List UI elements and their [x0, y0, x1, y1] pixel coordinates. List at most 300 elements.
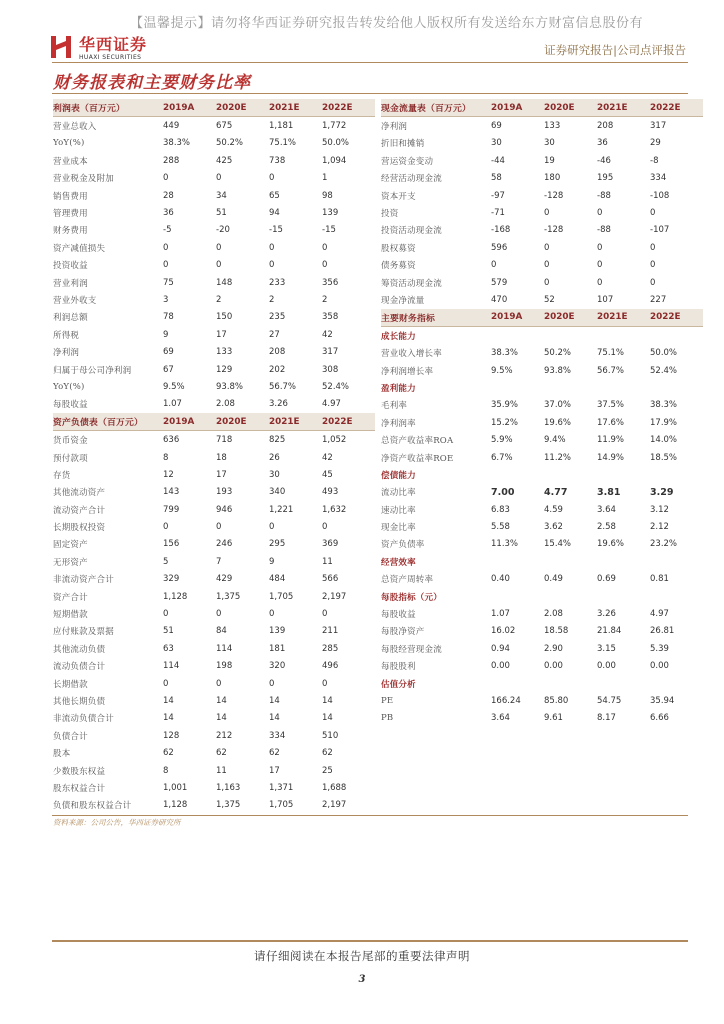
table-row [53, 239, 375, 256]
row-label: 所得税 [53, 330, 80, 341]
cell-value: 50.2% [216, 138, 244, 149]
row-label: 营业外收支 [53, 295, 97, 306]
cell-value: 67 [163, 364, 174, 375]
cell-value: 3.62 [544, 522, 563, 533]
cell-value: 139 [322, 208, 339, 219]
cell-value: 29 [650, 138, 661, 149]
cell-value: 93.8% [544, 365, 572, 376]
row-label: 少数股东权益 [53, 766, 106, 777]
cell-value: 1.07 [163, 399, 182, 410]
cell-value: 2020E [544, 99, 597, 117]
row-label: 毛利率 [381, 401, 408, 412]
cell-value: 69 [491, 121, 502, 132]
cell-value: 5.39 [650, 643, 669, 654]
cell-value: 425 [216, 155, 233, 166]
row-label: 每股经营现金流 [381, 644, 442, 655]
cell-value: 3.81 [597, 486, 621, 498]
cell-value: 825 [269, 435, 286, 446]
cell-value: 14 [269, 713, 280, 724]
cell-value: 15.2% [491, 417, 519, 428]
cell-value: 0 [322, 260, 328, 271]
cell-value: -88 [597, 190, 611, 201]
table-row [53, 675, 375, 692]
cell-value: 0 [650, 277, 656, 288]
cell-value: 3.64 [491, 713, 510, 724]
cell-value: -5 [163, 225, 172, 236]
cell-value: 5.9% [491, 435, 513, 446]
cell-value: 2021E [269, 99, 322, 117]
cell-value [650, 553, 703, 570]
table-row [381, 623, 703, 640]
cell-value: 2 [322, 294, 328, 305]
warning-banner: 【温馨提示】请勿将华西证券研究报告转发给他人版权所有发送给东方财富信息股份有 [130, 16, 644, 31]
table-row [53, 640, 375, 657]
cell-value: 98 [322, 190, 333, 201]
cell-value: 246 [216, 539, 233, 550]
table-row [53, 378, 375, 395]
cell-value: 0 [650, 242, 656, 253]
cell-value: 30 [269, 469, 280, 480]
cell-value: 11.3% [491, 539, 519, 550]
cell-value: 11 [216, 765, 227, 776]
table-section-row [381, 675, 703, 692]
cell-value: 208 [597, 121, 614, 132]
cell-value: 2019A [163, 413, 216, 431]
cell-value: 3.29 [650, 486, 674, 498]
cell-value: 50.2% [544, 348, 572, 359]
cell-value: 128 [163, 730, 180, 741]
cell-value: 36 [163, 208, 174, 219]
cell-value [650, 327, 703, 345]
cell-value: 0.94 [491, 643, 510, 654]
cell-value: 1,772 [322, 121, 347, 132]
table-row [381, 449, 703, 466]
cell-value: 11 [322, 556, 333, 567]
cell-value: 0.81 [650, 574, 669, 585]
cell-value [544, 588, 597, 605]
row-label: 现金流量表（百万元） [381, 99, 491, 117]
cell-value [544, 379, 597, 396]
row-label: 股权募资 [381, 243, 416, 254]
cell-value: 0.00 [544, 661, 563, 672]
cell-value: 54.75 [597, 695, 622, 706]
table-header-row [381, 99, 703, 117]
cell-value: 3 [163, 294, 169, 305]
table-row [381, 640, 703, 657]
cell-value: 0 [269, 173, 275, 184]
cell-value: 2,197 [322, 800, 347, 811]
table-row [381, 536, 703, 553]
row-label: 净利润 [381, 122, 408, 133]
cell-value: 1,632 [322, 504, 347, 515]
cell-value: 0 [544, 260, 550, 271]
table-section-row [381, 379, 703, 396]
table-row [53, 762, 375, 779]
table-row [53, 536, 375, 553]
cell-value: 62 [269, 748, 280, 759]
cell-value: 8 [163, 765, 169, 776]
cell-value: 62 [163, 748, 174, 759]
table-row [381, 187, 703, 204]
cell-value [491, 466, 544, 483]
cell-value: 6.7% [491, 452, 513, 463]
cell-value: 56.7% [269, 381, 297, 392]
row-label: 应付账款及票据 [53, 627, 114, 638]
cell-value: 2020E [216, 413, 269, 431]
cell-value: 1,163 [216, 782, 241, 793]
cell-value: 308 [322, 364, 339, 375]
cell-value [491, 379, 544, 396]
row-label: 盈利能力 [381, 383, 416, 394]
cell-value: 58 [491, 173, 502, 184]
cell-value: 429 [216, 574, 233, 585]
row-label: 净利润增长率 [381, 366, 434, 377]
table-row [53, 710, 375, 727]
cell-value: 0 [544, 277, 550, 288]
cell-value: -128 [544, 225, 564, 236]
cell-value: 19.6% [544, 417, 572, 428]
cell-value: 2019A [491, 309, 544, 327]
table-row [53, 326, 375, 343]
row-label: 营业税金及附加 [53, 174, 114, 185]
cell-value [597, 588, 650, 605]
cell-value: 4.59 [544, 504, 563, 515]
cell-value: 18.5% [650, 452, 678, 463]
cell-value: 62 [216, 748, 227, 759]
cell-value: 5.58 [491, 522, 510, 533]
cell-value: 1,371 [269, 782, 294, 793]
cell-value: 9 [269, 556, 275, 567]
cell-value: 1,128 [163, 800, 188, 811]
table-row [53, 466, 375, 483]
row-label: 股东权益合计 [53, 783, 106, 794]
row-label: 资本开支 [381, 191, 416, 202]
cell-value: 65 [269, 190, 280, 201]
cell-value: 636 [163, 435, 180, 446]
legal-disclaimer: 请仔细阅读在本报告尾部的重要法律声明 [254, 949, 470, 963]
table-row [53, 274, 375, 291]
page-number: 3 [358, 974, 366, 985]
cell-value: -15 [269, 225, 283, 236]
cell-value: 17.9% [650, 417, 678, 428]
cell-value: 34 [216, 190, 227, 201]
cell-value: -128 [544, 190, 564, 201]
cell-value: 340 [269, 487, 286, 498]
cell-value: 50.0% [650, 348, 678, 359]
table-row [53, 623, 375, 640]
cell-value: 14 [163, 695, 174, 706]
header-divider [52, 62, 688, 63]
cell-value: 38.3% [650, 400, 678, 411]
cell-value: 14 [216, 713, 227, 724]
table-row [53, 152, 375, 169]
cell-value: 1,705 [269, 800, 294, 811]
cell-value: 94 [269, 208, 280, 219]
cell-value: 0 [597, 277, 603, 288]
row-label: 营业收入增长率 [381, 349, 442, 360]
table-row [381, 170, 703, 187]
row-label: 主要财务指标 [381, 309, 491, 327]
cell-value: 946 [216, 504, 233, 515]
row-label: 销售费用 [53, 191, 88, 202]
cell-value [650, 379, 703, 396]
cell-value: 180 [544, 173, 561, 184]
table-row [53, 605, 375, 622]
cell-value: 198 [216, 661, 233, 672]
cell-value: 493 [322, 487, 339, 498]
cell-value [491, 553, 544, 570]
cell-value: 0 [322, 609, 328, 620]
table-row [381, 117, 703, 135]
cell-value: 52.4% [322, 381, 350, 392]
cell-value: 78 [163, 312, 174, 323]
cell-value: 718 [216, 435, 233, 446]
table-row [381, 431, 703, 448]
cell-value: 11.9% [597, 435, 625, 446]
cell-value: 21.84 [597, 626, 622, 637]
row-label: 每股指标（元） [381, 592, 442, 603]
cell-value: 329 [163, 574, 180, 585]
row-label: YoY(%) [53, 138, 85, 149]
table-row [381, 291, 703, 308]
row-label: 流动资产合计 [53, 505, 106, 516]
row-label: 速动比率 [381, 505, 416, 516]
cell-value: 334 [650, 173, 667, 184]
row-label: 投资收益 [53, 261, 88, 272]
cell-value: 0.00 [650, 661, 669, 672]
cell-value: 799 [163, 504, 180, 515]
cell-value: 63 [163, 643, 174, 654]
cell-value: 148 [216, 277, 233, 288]
cell-value: 1,181 [269, 121, 294, 132]
cell-value: 1,128 [163, 591, 188, 602]
cell-value: 6.66 [650, 713, 669, 724]
cell-value: 484 [269, 574, 286, 585]
cell-value: 36 [597, 138, 608, 149]
table-header-row [381, 309, 703, 327]
table-row [53, 361, 375, 378]
cell-value: 114 [163, 661, 180, 672]
cell-value: 37.0% [544, 400, 572, 411]
cell-value: -44 [491, 155, 505, 166]
cell-value: 1,221 [269, 504, 294, 515]
table-row [381, 344, 703, 361]
table-section-row [381, 466, 703, 483]
cell-value: 2019A [163, 99, 216, 117]
cell-value: 7.00 [491, 486, 515, 498]
source-divider [52, 815, 688, 816]
row-label: 每股股利 [381, 662, 416, 673]
cell-value: 579 [491, 277, 508, 288]
cell-value: 19 [544, 155, 555, 166]
cell-value: -8 [650, 155, 659, 166]
cell-value: 0 [216, 260, 222, 271]
cell-value [650, 588, 703, 605]
cell-value: 1,375 [216, 591, 241, 602]
cell-value: 2 [269, 294, 275, 305]
cell-value: 35.94 [650, 695, 675, 706]
cell-value: 0.49 [544, 574, 563, 585]
table-row [381, 692, 703, 709]
row-label: 利润总额 [53, 313, 88, 324]
cell-value: 1,688 [322, 782, 347, 793]
cell-value: -168 [491, 225, 511, 236]
cell-value: 17 [269, 765, 280, 776]
cell-value: -20 [216, 225, 230, 236]
table-row [381, 222, 703, 239]
cell-value: 193 [216, 487, 233, 498]
table-row [381, 518, 703, 535]
cell-value: 0 [216, 173, 222, 184]
cell-value: 0 [163, 242, 169, 253]
table-row [53, 257, 375, 274]
table-row [381, 501, 703, 518]
table-row [381, 484, 703, 501]
cell-value: 17 [216, 329, 227, 340]
cell-value: 2.08 [544, 609, 563, 620]
row-label: 净资产收益率ROE [381, 453, 454, 464]
cell-value: 675 [216, 121, 233, 132]
footer-divider [52, 940, 688, 942]
row-label: 营业总收入 [53, 122, 97, 133]
table-row [53, 692, 375, 709]
cell-value: 0 [597, 242, 603, 253]
cell-value: 2019A [491, 99, 544, 117]
cell-value: 0 [322, 242, 328, 253]
cell-value: 0 [597, 208, 603, 219]
table-row [381, 571, 703, 588]
cell-value: 0 [163, 260, 169, 271]
row-label: 非流动负债合计 [53, 714, 114, 725]
row-label: 其他流动资产 [53, 488, 106, 499]
row-label: 每股收益 [53, 400, 88, 411]
row-label: 固定资产 [53, 540, 88, 551]
cell-value: 4.97 [322, 399, 341, 410]
cell-value: 0 [650, 260, 656, 271]
cell-value: 288 [163, 155, 180, 166]
table-row [381, 414, 703, 431]
cell-value: 14.0% [650, 435, 678, 446]
table-section-row [381, 327, 703, 345]
cell-value: 0 [269, 678, 275, 689]
table-row [53, 204, 375, 221]
cell-value: 0 [216, 678, 222, 689]
cell-value: 18.58 [544, 626, 569, 637]
cell-value: -107 [650, 225, 670, 236]
cell-value: 1,052 [322, 435, 347, 446]
cell-value: 9.5% [491, 365, 513, 376]
table-row [53, 170, 375, 187]
table-header-row [53, 99, 375, 117]
cell-value: 143 [163, 487, 180, 498]
cell-value: -108 [650, 190, 670, 201]
cell-value: 42 [322, 452, 333, 463]
row-label: 资产负债率 [381, 540, 425, 551]
table-row [53, 588, 375, 605]
table-row [381, 710, 703, 727]
cell-value: 2021E [269, 413, 322, 431]
row-label: PE [381, 695, 394, 706]
cell-value: 26 [269, 452, 280, 463]
table-row [53, 484, 375, 501]
cell-value: 233 [269, 277, 286, 288]
cell-value: 0 [269, 609, 275, 620]
row-label: 资产负债表（百万元） [53, 413, 163, 431]
cell-value: 15.4% [544, 539, 572, 550]
row-label: 每股净资产 [381, 627, 425, 638]
cell-value: 1,094 [322, 155, 347, 166]
table-row [53, 431, 375, 449]
cell-value: 26.81 [650, 626, 675, 637]
cell-value: 317 [322, 347, 339, 358]
cell-value: 3.64 [597, 504, 616, 515]
cell-value: 2022E [322, 413, 375, 431]
cell-value: 133 [216, 347, 233, 358]
cell-value: 9.61 [544, 713, 563, 724]
cell-value: 2021E [597, 99, 650, 117]
cell-value: 25 [322, 765, 333, 776]
cell-value: 1.07 [491, 609, 510, 620]
cell-value: 19.6% [597, 539, 625, 550]
cell-value: 5 [163, 556, 169, 567]
cell-value: 23.2% [650, 539, 678, 550]
cell-value: 129 [216, 364, 233, 375]
row-label: 偿债能力 [381, 470, 416, 481]
cell-value: 35.9% [491, 400, 519, 411]
cell-value: 0 [322, 522, 328, 533]
row-label: 无形资产 [53, 557, 88, 568]
cell-value: 28 [163, 190, 174, 201]
cell-value: 93.8% [216, 381, 244, 392]
cell-value: 2.58 [597, 522, 616, 533]
table-row [381, 135, 703, 152]
cell-value: 45 [322, 469, 333, 480]
cell-value: 0.00 [597, 661, 616, 672]
row-label: 每股收益 [381, 610, 416, 621]
cell-value: 16.02 [491, 626, 516, 637]
cell-value: 133 [544, 121, 561, 132]
cell-value [650, 675, 703, 692]
title-divider [52, 93, 688, 94]
cell-value: 1,375 [216, 800, 241, 811]
cell-value: 17 [216, 469, 227, 480]
row-label: 筹资活动现金流 [381, 278, 442, 289]
section-title: 财务报表和主要财务比率 [53, 73, 251, 93]
row-label: 流动负债合计 [53, 662, 106, 673]
report-type: 证券研究报告|公司点评报告 [544, 43, 686, 57]
row-label: 营运资金变动 [381, 156, 434, 167]
table-row [53, 744, 375, 761]
table-row [53, 291, 375, 308]
row-label: 财务费用 [53, 226, 88, 237]
cell-value: 285 [322, 643, 339, 654]
cell-value: 0 [544, 208, 550, 219]
cell-value: 1,705 [269, 591, 294, 602]
cell-value: 8 [163, 452, 169, 463]
cell-value: 320 [269, 661, 286, 672]
cell-value: 0 [163, 678, 169, 689]
row-label: 净利润率 [381, 418, 416, 429]
cell-value: 7 [216, 556, 222, 567]
table-row [381, 239, 703, 256]
table-row [53, 449, 375, 466]
cell-value: 738 [269, 155, 286, 166]
cell-value: 139 [269, 626, 286, 637]
cell-value: 0 [269, 522, 275, 533]
row-label: 成长能力 [381, 331, 416, 342]
row-label: 负债合计 [53, 731, 88, 742]
cell-value [544, 466, 597, 483]
